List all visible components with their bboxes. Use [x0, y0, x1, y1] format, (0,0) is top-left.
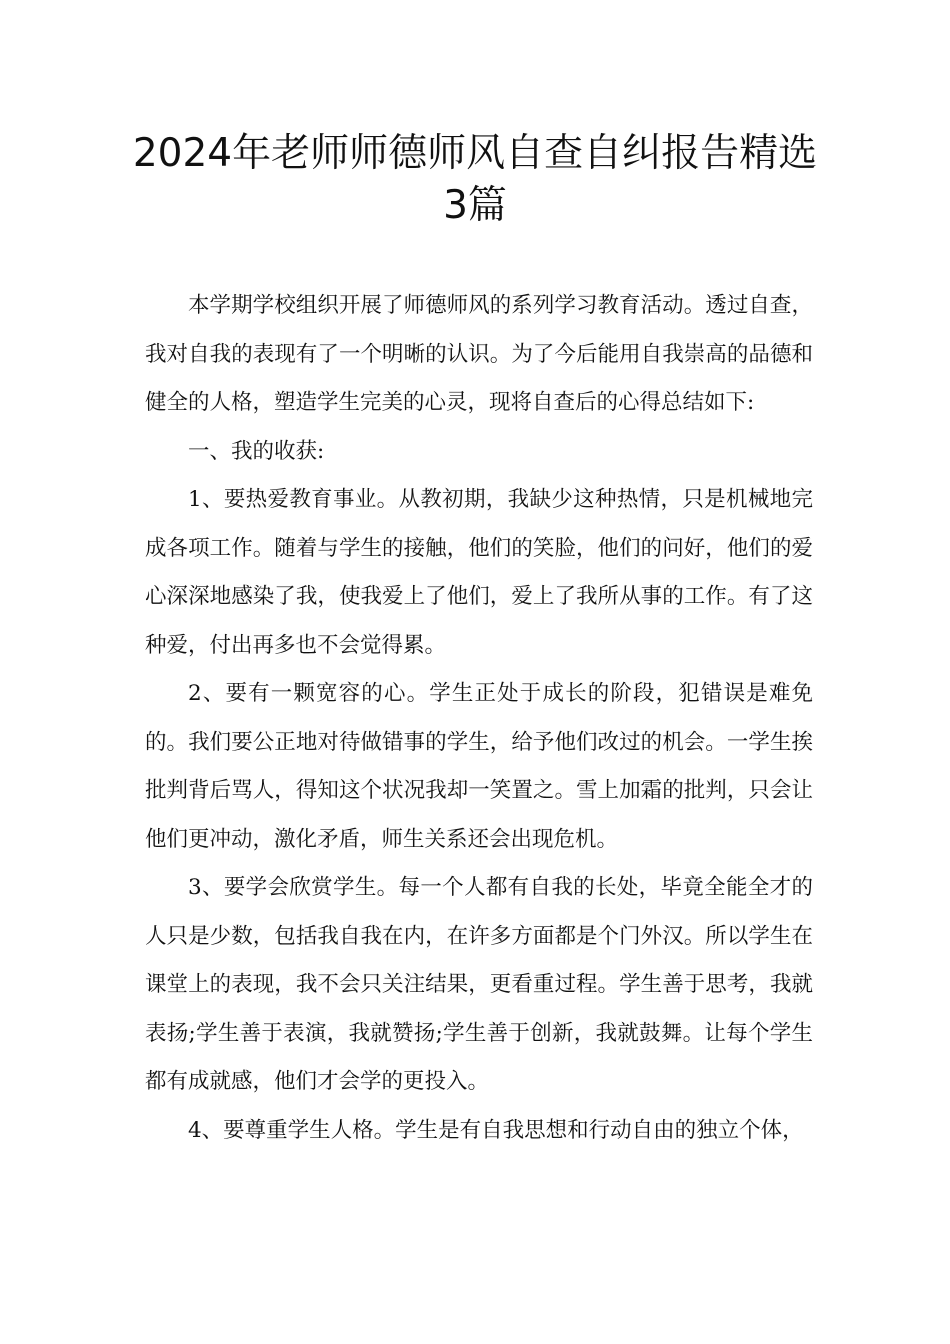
document-body [145, 282, 813, 1155]
paragraph-point-2: 2、要有一颗宽容的心。学生正处于成长的阶段，犯错误是难免的。我们要公正地对待做错事的学生，给予他们改过的机会。一学生挨批判背后骂人，得知这个状况我却一笑置之。雪上加霜的批判，只会让他们更冲动，激化矛盾，师生关系还会出现危机。 [145, 681, 813, 852]
paragraph-point-3: 3、要学会欣赏学生。每一个人都有自我的长处，毕竟全能全才的人只是少数，包括我自我在内，在许多方面都是个门外汉。所以学生在课堂上的表现，我不会只关注结果，更看重过程。学生善于思考，我就表扬;学生善于表演，我就赞扬;学生善于创新，我就鼓舞。让每个学生都有成就感，他们才会学的更投入。 [145, 875, 813, 1094]
paragraph-section-heading: 一、我的收获: [188, 438, 325, 464]
paragraph-point-1: 1、要热爱教育事业。从教初期，我缺少这种热情，只是机械地完成各项工作。随着与学生的接触，他们的笑脸，他们的问好，他们的爱心深深地感染了我，使我爱上了他们，爱上了我所从事的工作。有了这种爱，付出再多也不会觉得累。 [145, 487, 813, 658]
paragraph-intro: 本学期学校组织开展了师德师风的系列学习教育活动。透过自查，我对自我的表现有了一个明晰的认识。为了今后能用自我崇高的品德和健全的人格，塑造学生完美的心灵，现将自查后的心得总结如下: [145, 293, 813, 415]
title-line-1: 2024年老师师德师风自查自纠报告精选 [132, 131, 818, 176]
paragraph-point-4: 4、要尊重学生人格。学生是有自我思想和行动自由的独立个体， [188, 1117, 804, 1143]
document-title [120, 128, 830, 232]
title-line-2: 3篇 [443, 183, 507, 228]
